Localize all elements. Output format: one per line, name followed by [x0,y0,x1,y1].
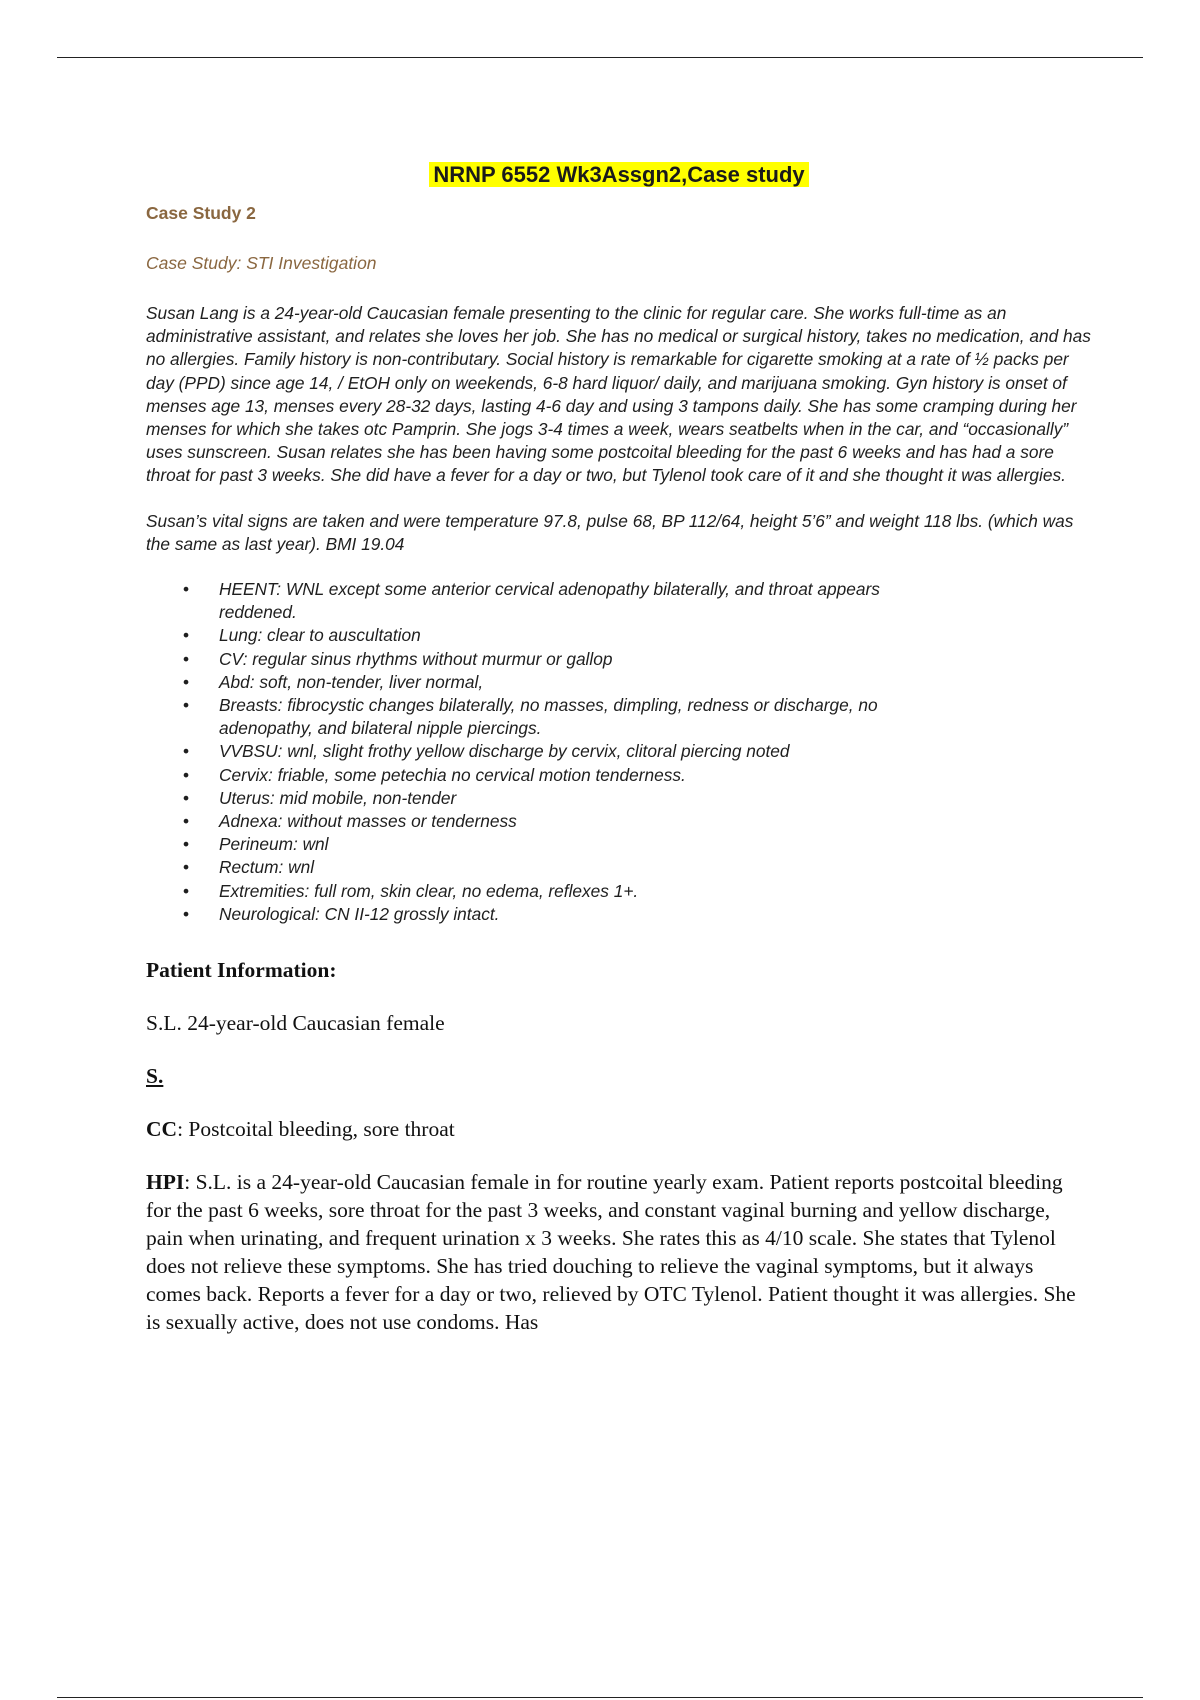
exam-finding-vvbsu: VVBSU: wnl, slight frothy yellow discharge by cervix, clitoral piercing noted [219,741,790,762]
bullet-icon: • [183,857,190,878]
list-item [146,671,919,694]
list-item [146,740,919,763]
list-item [146,787,919,810]
exam-finding-abd: Abd: soft, non-tender, liver normal, [219,671,484,692]
bullet-icon: • [183,811,190,832]
bullet-icon: • [183,834,190,855]
bullet-icon: • [183,625,190,646]
exam-findings-list [146,578,1092,926]
list-item [146,764,919,787]
chief-complaint [146,1115,1092,1143]
bullet-icon: • [183,880,190,901]
top-rule [57,57,1143,58]
document-body [146,160,1092,1336]
vitals-paragraph: Susan’s vital signs are taken and were temperature 97.8, pulse 68, BP 112/64, height 5’6” and weight 118 lbs. (which was the same as last year). BMI 19.04 [146,510,1074,554]
list-item [146,624,919,647]
exam-finding-neurological: Neurological: CN II-12 grossly intact. [219,903,500,924]
hpi-label: HPI [146,1170,185,1195]
intro-paragraph: Susan Lang is a 24-year-old Caucasian female presenting to the clinic for regular care. She works full-time as an administrative assistant, and relates she loves her job. She has no medical or surgical history, takes no medication, and has no allergies. Family history is non-contributary. Social history is remarkable for cigarette smoking at a rate of ½ packs per day (PPD) since age 14, / EtOH only on weekends, 6-8 hard liquor/ daily, and marijuana smoking. Gyn history is onset of menses age 13, menses every 28-32 days, lasting 4-6 day and using 3 tampons daily. She has some cramping during her menses for which she takes otc Pamprin. She jogs 3-4 times a week, wears seatbelts when in the car, and “occasionally” uses sunscreen. Susan relates she has been having some postcoital bleeding for the past 6 weeks and has had a sore throat for past 3 weeks. She did have a fever for a day or two, but Tylenol took care of it and she thought it was allergies. [146,303,1091,486]
hpi-text: : S.L. is a 24-year-old Caucasian female in for routine yearly exam. Patient reports postcoital bleeding for the past 6 weeks, sore throat for the past 3 weeks, and constant vaginal burning and yellow discharge, pain when urinating, and frequent urination x 3 weeks. She rates this as 4/10 scale. She states that Tylenol does not relieve these symptoms. She has tried douching to relieve the vaginal symptoms, but it always comes back. Reports a fever for a day or two, relieved by OTC Tylenol. Patient thought it was allergies. She is sexually active, does not use condoms. Has [146,1170,1076,1335]
bullet-icon: • [183,787,190,808]
list-item [146,833,919,856]
exam-finding-cervix: Cervix: friable, some petechia no cervical motion tenderness. [219,764,686,785]
document-title-highlight: NRNP 6552 Wk3Assgn2,Case study [429,162,808,187]
list-item [146,578,919,624]
exam-finding-perineum: Perineum: wnl [219,834,329,855]
patient-information-text: S.L. 24-year-old Caucasian female [146,1011,445,1036]
exam-finding-cv: CV: regular sinus rhythms without murmur or gallop [219,648,613,669]
exam-finding-adnexa: Adnexa: without masses or tenderness [219,811,517,832]
history-of-present-illness [146,1168,1092,1336]
chief-complaint-text: : Postcoital bleeding, sore throat [177,1117,455,1142]
list-item [146,856,919,879]
list-item [146,648,919,671]
exam-finding-rectum: Rectum: wnl [219,857,315,878]
bullet-icon: • [183,764,190,785]
case-study-label: Case Study 2 [146,203,256,223]
bullet-icon: • [183,579,190,600]
subjective-heading: S. [146,1064,164,1089]
bullet-icon: • [183,671,190,692]
exam-finding-lung: Lung: clear to auscultation [219,625,421,646]
bullet-icon: • [183,695,190,716]
bullet-icon: • [183,741,190,762]
exam-finding-uterus: Uterus: mid mobile, non-tender [219,787,457,808]
list-item [146,880,919,903]
exam-finding-breasts: Breasts: fibrocystic changes bilaterally, no masses, dimpling, redness or discharge, no adenopathy, and bilateral nipple piercings. [219,695,878,739]
chief-complaint-label: CC [146,1117,178,1142]
document-title [146,160,1092,190]
case-study-subtitle: Case Study: STI Investigation [146,253,377,273]
patient-information-heading: Patient Information: [146,958,337,983]
list-item [146,694,919,740]
exam-finding-heent: HEENT: WNL except some anterior cervical adenopathy bilaterally, and throat appears reddened. [219,579,880,623]
bottom-rule [57,1697,1143,1698]
bullet-icon: • [183,648,190,669]
list-item [146,903,919,926]
list-item [146,810,919,833]
bullet-icon: • [183,903,190,924]
exam-finding-extremities: Extremities: full rom, skin clear, no edema, reflexes 1+. [219,880,639,901]
